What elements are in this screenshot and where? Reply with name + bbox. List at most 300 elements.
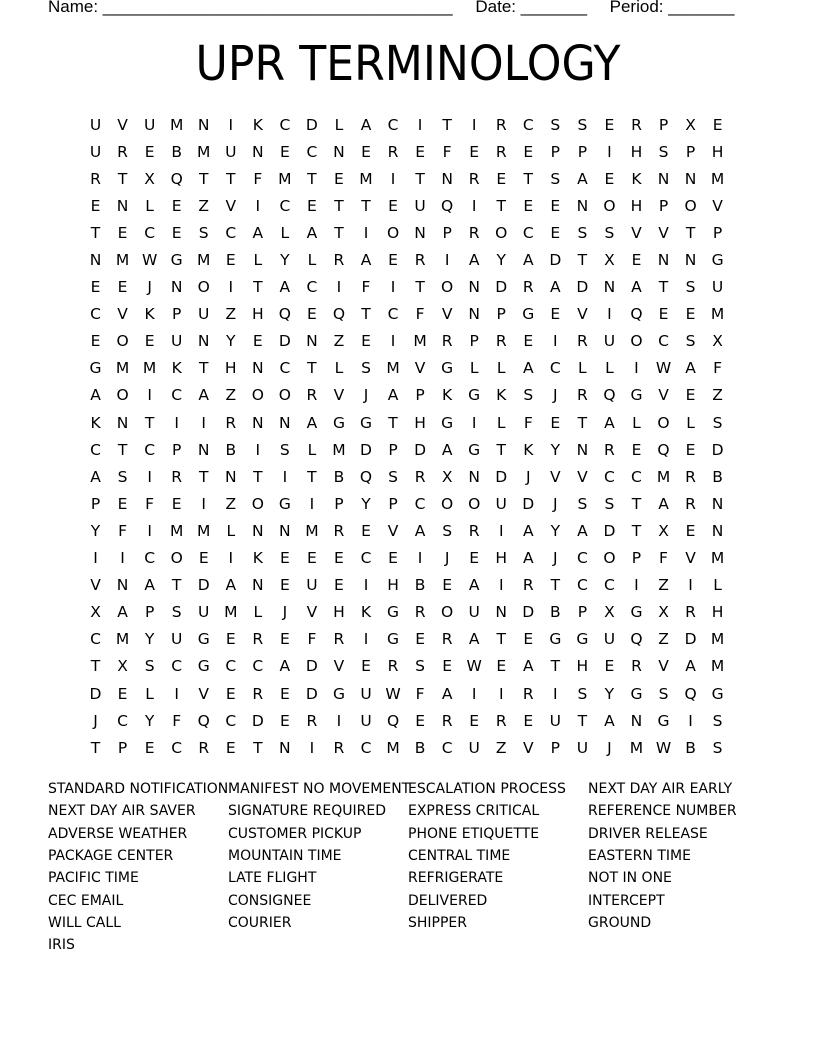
grid-letter[interactable]: R	[685, 467, 696, 486]
grid-letter[interactable]: U	[360, 684, 372, 703]
grid-letter[interactable]: I	[390, 332, 396, 351]
grid-letter[interactable]: A	[441, 684, 453, 703]
grid-letter[interactable]: R	[90, 169, 101, 188]
grid-letter[interactable]: D	[360, 440, 372, 459]
grid-letter[interactable]: R	[306, 386, 318, 405]
grid-letter[interactable]: E	[171, 223, 182, 242]
grid-letter[interactable]: N	[279, 413, 291, 432]
grid-letter[interactable]: T	[550, 657, 561, 676]
grid-letter[interactable]: T	[253, 467, 263, 486]
grid-letter[interactable]: G	[657, 711, 670, 730]
grid-letter[interactable]: O	[603, 549, 616, 568]
grid-letter[interactable]: P	[144, 603, 155, 622]
grid-letter[interactable]: N	[684, 169, 697, 188]
grid-letter[interactable]: E	[712, 115, 723, 134]
grid-letter[interactable]: Y	[144, 711, 155, 730]
grid-letter[interactable]: E	[117, 494, 128, 513]
grid-letter[interactable]: E	[523, 196, 534, 215]
grid-letter[interactable]: U	[306, 576, 318, 595]
grid-letter[interactable]: C	[144, 549, 156, 568]
grid-letter[interactable]: Y	[550, 440, 561, 459]
grid-letter[interactable]: S	[388, 467, 398, 486]
grid-letter[interactable]: R	[441, 711, 453, 730]
grid-letter[interactable]: D	[576, 278, 589, 297]
grid-letter[interactable]: R	[252, 684, 264, 703]
grid-letter[interactable]: J	[553, 386, 558, 405]
grid-letter[interactable]: V	[631, 223, 642, 242]
grid-letter[interactable]: U	[225, 142, 237, 161]
grid-letter[interactable]: V	[712, 196, 723, 215]
grid-letter[interactable]: M	[710, 549, 725, 568]
grid-letter[interactable]: I	[688, 576, 693, 595]
grid-letter[interactable]: W	[141, 251, 158, 270]
grid-letter[interactable]: D	[549, 251, 562, 270]
grid-letter[interactable]: I	[282, 467, 288, 486]
grid-letter[interactable]: D	[305, 684, 318, 703]
grid-letter[interactable]: T	[442, 115, 452, 134]
grid-letter[interactable]: S	[577, 494, 588, 513]
grid-letter[interactable]: M	[656, 467, 671, 486]
grid-letter[interactable]: E	[279, 549, 290, 568]
grid-letter[interactable]: E	[117, 223, 128, 242]
grid-letter[interactable]: I	[363, 630, 369, 649]
grid-letter[interactable]: I	[201, 413, 206, 432]
grid-letter[interactable]: A	[604, 711, 615, 730]
grid-letter[interactable]: E	[225, 251, 236, 270]
grid-letter[interactable]: R	[414, 251, 426, 270]
grid-letter[interactable]: V	[441, 305, 453, 324]
grid-letter[interactable]: E	[90, 196, 101, 215]
grid-letter[interactable]: K	[523, 440, 534, 459]
grid-letter[interactable]: G	[468, 386, 481, 405]
grid-letter[interactable]: L	[632, 413, 641, 432]
grid-letter[interactable]: F	[172, 711, 182, 730]
grid-letter[interactable]: I	[336, 278, 342, 297]
grid-letter[interactable]: C	[387, 115, 399, 134]
grid-letter[interactable]: A	[144, 576, 155, 595]
grid-letter[interactable]: V	[658, 386, 669, 405]
grid-letter[interactable]: G	[522, 305, 535, 324]
grid-letter[interactable]: N	[333, 142, 345, 161]
grid-letter[interactable]: T	[198, 169, 209, 188]
grid-letter[interactable]: Z	[495, 738, 507, 757]
grid-letter[interactable]: E	[225, 684, 236, 703]
grid-letter[interactable]: U	[143, 115, 156, 134]
grid-letter[interactable]: F	[145, 494, 155, 513]
grid-letter[interactable]: I	[201, 494, 206, 513]
grid-letter[interactable]: C	[306, 278, 318, 297]
grid-letter[interactable]: T	[577, 711, 588, 730]
grid-letter[interactable]: M	[197, 251, 211, 270]
grid-letter[interactable]: E	[144, 738, 155, 757]
grid-letter[interactable]: G	[359, 413, 372, 432]
grid-letter[interactable]: P	[685, 142, 696, 161]
grid-letter[interactable]: T	[361, 305, 371, 324]
grid-letter[interactable]: A	[468, 576, 480, 595]
grid-letter[interactable]: C	[658, 332, 669, 351]
grid-letter[interactable]: J	[553, 494, 558, 513]
grid-letter[interactable]: L	[253, 251, 263, 270]
grid-letter[interactable]: M	[224, 603, 238, 622]
grid-letter[interactable]: M	[710, 169, 725, 188]
grid-letter[interactable]: Z	[658, 630, 669, 649]
grid-letter[interactable]: E	[685, 386, 696, 405]
grid-letter[interactable]: E	[631, 251, 642, 270]
grid-letter[interactable]: O	[495, 223, 508, 242]
grid-letter[interactable]: E	[442, 657, 453, 676]
grid-letter[interactable]: C	[252, 657, 264, 676]
grid-letter[interactable]: U	[711, 278, 724, 297]
grid-letter[interactable]: L	[605, 359, 614, 378]
grid-letter[interactable]: O	[441, 603, 454, 622]
grid-letter[interactable]: N	[468, 278, 480, 297]
grid-letter[interactable]: H	[495, 549, 508, 568]
grid-letter[interactable]: R	[225, 413, 237, 432]
grid-letter[interactable]: U	[549, 711, 561, 730]
grid-letter[interactable]: E	[523, 142, 534, 161]
grid-letter[interactable]: R	[522, 576, 534, 595]
grid-letter[interactable]: C	[306, 142, 318, 161]
grid-letter[interactable]: E	[279, 142, 290, 161]
grid-letter[interactable]: A	[387, 386, 399, 405]
grid-letter[interactable]: M	[115, 359, 130, 378]
grid-letter[interactable]: N	[441, 169, 453, 188]
grid-letter[interactable]: G	[549, 630, 562, 649]
grid-letter[interactable]: E	[550, 223, 561, 242]
grid-letter[interactable]: A	[468, 251, 480, 270]
grid-letter[interactable]: R	[468, 223, 480, 242]
grid-letter[interactable]: F	[307, 630, 317, 649]
grid-letter[interactable]: A	[90, 386, 101, 405]
grid-letter[interactable]: V	[117, 115, 128, 134]
grid-letter[interactable]: A	[279, 278, 291, 297]
grid-letter[interactable]: N	[89, 251, 102, 270]
grid-letter[interactable]: M	[115, 630, 130, 649]
grid-letter[interactable]: E	[279, 576, 290, 595]
grid-letter[interactable]: Y	[90, 521, 101, 540]
grid-letter[interactable]: E	[307, 549, 317, 568]
grid-letter[interactable]: W	[655, 738, 672, 757]
grid-letter[interactable]: C	[90, 440, 101, 459]
grid-letter[interactable]: K	[90, 413, 101, 432]
grid-letter[interactable]: E	[361, 332, 371, 351]
grid-letter[interactable]: P	[171, 305, 182, 324]
grid-letter[interactable]: E	[117, 278, 128, 297]
grid-letter[interactable]: C	[414, 494, 426, 513]
grid-letter[interactable]: P	[577, 603, 588, 622]
grid-letter[interactable]: U	[603, 630, 616, 649]
grid-letter[interactable]: B	[414, 576, 426, 595]
grid-letter[interactable]: E	[334, 576, 344, 595]
grid-letter[interactable]: R	[495, 115, 507, 134]
grid-letter[interactable]: O	[170, 549, 183, 568]
grid-letter[interactable]: T	[117, 440, 128, 459]
grid-letter[interactable]: L	[226, 521, 236, 540]
grid-letter[interactable]: U	[170, 332, 183, 351]
grid-letter[interactable]: T	[198, 359, 209, 378]
grid-letter[interactable]: J	[553, 549, 558, 568]
grid-letter[interactable]: N	[170, 278, 183, 297]
grid-letter[interactable]: C	[90, 630, 101, 649]
grid-letter[interactable]: O	[251, 494, 264, 513]
grid-letter[interactable]: H	[711, 603, 724, 622]
grid-letter[interactable]: W	[385, 684, 401, 703]
grid-letter[interactable]: X	[604, 603, 615, 622]
grid-letter[interactable]: I	[363, 223, 369, 242]
grid-letter[interactable]: J	[607, 738, 612, 757]
grid-letter[interactable]: I	[228, 115, 234, 134]
grid-letter[interactable]: S	[712, 413, 723, 432]
grid-letter[interactable]: C	[360, 738, 372, 757]
grid-letter[interactable]: P	[658, 196, 669, 215]
grid-letter[interactable]: E	[279, 711, 290, 730]
grid-letter[interactable]: S	[415, 657, 425, 676]
grid-letter[interactable]: N	[116, 576, 129, 595]
grid-letter[interactable]: G	[630, 603, 643, 622]
grid-letter[interactable]: R	[441, 630, 453, 649]
grid-letter[interactable]: P	[117, 738, 128, 757]
grid-letter[interactable]: N	[657, 169, 670, 188]
grid-letter[interactable]: R	[414, 467, 426, 486]
grid-letter[interactable]: I	[471, 413, 477, 432]
grid-letter[interactable]: T	[253, 738, 263, 757]
grid-letter[interactable]: Z	[712, 386, 723, 405]
grid-letter[interactable]: N	[306, 332, 318, 351]
grid-letter[interactable]: M	[197, 521, 211, 540]
grid-letter[interactable]: E	[604, 657, 615, 676]
grid-letter[interactable]: T	[334, 196, 344, 215]
grid-letter[interactable]: W	[655, 359, 672, 378]
grid-letter[interactable]: R	[468, 169, 480, 188]
grid-letter[interactable]: E	[144, 142, 155, 161]
grid-letter[interactable]: N	[657, 251, 670, 270]
grid-letter[interactable]: A	[360, 115, 372, 134]
grid-letter[interactable]: A	[441, 440, 453, 459]
grid-letter[interactable]: R	[387, 142, 399, 161]
grid-letter[interactable]: V	[658, 223, 669, 242]
grid-letter[interactable]: A	[252, 223, 264, 242]
grid-letter[interactable]: M	[413, 332, 427, 351]
grid-letter[interactable]: P	[415, 386, 425, 405]
grid-letter[interactable]: E	[550, 413, 561, 432]
grid-letter[interactable]: S	[171, 603, 182, 622]
grid-letter[interactable]: G	[278, 494, 291, 513]
grid-letter[interactable]: T	[253, 278, 263, 297]
grid-letter[interactable]: V	[658, 657, 669, 676]
grid-letter[interactable]: T	[577, 251, 588, 270]
grid-letter[interactable]: D	[251, 711, 264, 730]
grid-letter[interactable]: L	[280, 223, 290, 242]
grid-letter[interactable]: H	[224, 359, 237, 378]
grid-letter[interactable]: E	[685, 440, 696, 459]
grid-letter[interactable]: L	[145, 196, 154, 215]
grid-letter[interactable]: Q	[278, 305, 291, 324]
grid-letter[interactable]: C	[604, 467, 615, 486]
grid-letter[interactable]: V	[414, 359, 426, 378]
grid-letter[interactable]: T	[307, 359, 317, 378]
grid-letter[interactable]: E	[415, 630, 425, 649]
grid-letter[interactable]: M	[197, 142, 211, 161]
grid-letter[interactable]: I	[498, 684, 504, 703]
grid-letter[interactable]: C	[387, 305, 399, 324]
grid-letter[interactable]: T	[171, 576, 182, 595]
grid-letter[interactable]: E	[198, 549, 209, 568]
grid-letter[interactable]: A	[685, 359, 696, 378]
grid-letter[interactable]: T	[388, 413, 398, 432]
grid-letter[interactable]: P	[442, 223, 452, 242]
grid-letter[interactable]: N	[279, 738, 291, 757]
grid-letter[interactable]: U	[603, 332, 616, 351]
grid-letter[interactable]: Q	[684, 684, 697, 703]
grid-letter[interactable]: E	[523, 630, 534, 649]
grid-letter[interactable]: R	[333, 738, 345, 757]
grid-letter[interactable]: D	[522, 603, 535, 622]
grid-letter[interactable]: I	[498, 576, 504, 595]
grid-letter[interactable]: R	[576, 386, 588, 405]
grid-letter[interactable]: F	[118, 521, 128, 540]
grid-letter[interactable]: R	[495, 142, 507, 161]
grid-letter[interactable]: I	[417, 115, 423, 134]
grid-letter[interactable]: K	[631, 169, 642, 188]
grid-letter[interactable]: K	[144, 305, 155, 324]
grid-letter[interactable]: A	[468, 630, 480, 649]
grid-letter[interactable]: E	[685, 305, 696, 324]
grid-letter[interactable]: Q	[603, 386, 616, 405]
grid-letter[interactable]: N	[116, 196, 129, 215]
grid-letter[interactable]: V	[387, 521, 399, 540]
grid-letter[interactable]: D	[495, 278, 508, 297]
grid-letter[interactable]: Z	[658, 576, 669, 595]
grid-letter[interactable]: I	[309, 494, 315, 513]
grid-letter[interactable]: R	[333, 251, 345, 270]
grid-letter[interactable]: M	[386, 359, 400, 378]
grid-letter[interactable]: E	[252, 332, 263, 351]
grid-letter[interactable]: C	[171, 386, 183, 405]
grid-letter[interactable]: D	[603, 521, 616, 540]
grid-letter[interactable]: N	[630, 711, 643, 730]
grid-letter[interactable]: I	[120, 549, 125, 568]
grid-letter[interactable]: U	[576, 738, 589, 757]
grid-letter[interactable]: S	[144, 657, 155, 676]
grid-letter[interactable]: R	[631, 657, 642, 676]
grid-letter[interactable]: H	[711, 142, 724, 161]
grid-letter[interactable]: N	[252, 576, 264, 595]
grid-letter[interactable]: B	[685, 738, 696, 757]
grid-letter[interactable]: D	[278, 332, 291, 351]
grid-letter[interactable]: X	[712, 332, 723, 351]
grid-letter[interactable]: X	[658, 603, 669, 622]
grid-letter[interactable]: J	[525, 467, 531, 486]
grid-letter[interactable]: C	[279, 115, 291, 134]
grid-letter[interactable]: V	[577, 305, 588, 324]
grid-letter[interactable]: L	[713, 576, 722, 595]
grid-letter[interactable]: I	[147, 386, 152, 405]
grid-letter[interactable]: B	[333, 467, 345, 486]
grid-letter[interactable]: S	[523, 386, 534, 405]
grid-letter[interactable]: R	[522, 684, 534, 703]
grid-letter[interactable]: A	[279, 657, 291, 676]
grid-letter[interactable]: N	[252, 142, 264, 161]
grid-letter[interactable]: G	[332, 413, 345, 432]
grid-letter[interactable]: E	[334, 169, 344, 188]
grid-letter[interactable]: A	[658, 494, 669, 513]
grid-letter[interactable]: E	[469, 142, 480, 161]
grid-letter[interactable]: K	[252, 549, 263, 568]
grid-letter[interactable]: Y	[226, 332, 236, 351]
grid-letter[interactable]: Z	[225, 305, 237, 324]
grid-letter[interactable]: E	[442, 576, 453, 595]
grid-letter[interactable]: V	[117, 305, 128, 324]
word-search-grid[interactable]	[82, 111, 731, 761]
grid-letter[interactable]: E	[550, 196, 561, 215]
grid-letter[interactable]: D	[711, 440, 724, 459]
grid-letter[interactable]: X	[658, 521, 669, 540]
grid-letter[interactable]: A	[198, 386, 210, 405]
grid-letter[interactable]: A	[414, 521, 426, 540]
grid-letter[interactable]: V	[577, 467, 588, 486]
grid-letter[interactable]: G	[197, 630, 210, 649]
grid-letter[interactable]: A	[522, 359, 534, 378]
grid-letter[interactable]: C	[171, 738, 183, 757]
date-field[interactable]: Date: _______	[475, 0, 587, 16]
grid-letter[interactable]: P	[550, 738, 560, 757]
grid-letter[interactable]: A	[522, 251, 534, 270]
grid-letter[interactable]: R	[117, 142, 128, 161]
grid-letter[interactable]: R	[685, 603, 696, 622]
grid-letter[interactable]: K	[442, 386, 453, 405]
grid-letter[interactable]: T	[577, 413, 588, 432]
grid-letter[interactable]: H	[333, 603, 345, 622]
grid-letter[interactable]: P	[712, 223, 723, 242]
grid-letter[interactable]: K	[252, 115, 263, 134]
grid-letter[interactable]: Y	[280, 251, 290, 270]
grid-letter[interactable]: N	[279, 521, 291, 540]
grid-letter[interactable]: V	[306, 603, 318, 622]
grid-letter[interactable]: T	[361, 196, 371, 215]
grid-letter[interactable]: S	[685, 332, 696, 351]
grid-letter[interactable]: E	[279, 684, 290, 703]
grid-letter[interactable]: S	[550, 115, 561, 134]
grid-letter[interactable]: I	[390, 278, 396, 297]
grid-letter[interactable]: T	[90, 738, 101, 757]
grid-letter[interactable]: N	[576, 440, 589, 459]
grid-letter[interactable]: M	[359, 169, 373, 188]
grid-letter[interactable]: I	[417, 549, 423, 568]
grid-letter[interactable]: Q	[197, 711, 210, 730]
grid-letter[interactable]: V	[90, 576, 101, 595]
grid-letter[interactable]: M	[332, 440, 346, 459]
grid-letter[interactable]: E	[307, 196, 317, 215]
grid-letter[interactable]: Q	[170, 169, 183, 188]
grid-letter[interactable]: I	[471, 684, 477, 703]
grid-letter[interactable]: V	[333, 657, 345, 676]
grid-letter[interactable]: A	[631, 278, 642, 297]
grid-letter[interactable]: V	[333, 386, 345, 405]
grid-letter[interactable]: U	[89, 115, 102, 134]
grid-letter[interactable]: E	[658, 305, 669, 324]
grid-letter[interactable]: S	[604, 223, 615, 242]
grid-letter[interactable]: G	[441, 413, 454, 432]
grid-letter[interactable]: V	[522, 738, 534, 757]
grid-letter[interactable]: R	[333, 521, 345, 540]
grid-letter[interactable]: N	[495, 603, 508, 622]
grid-letter[interactable]: D	[305, 657, 318, 676]
grid-letter[interactable]: G	[387, 603, 400, 622]
grid-letter[interactable]: K	[171, 359, 182, 378]
grid-letter[interactable]: I	[553, 684, 558, 703]
grid-letter[interactable]: E	[361, 142, 371, 161]
grid-letter[interactable]: Q	[359, 467, 373, 486]
